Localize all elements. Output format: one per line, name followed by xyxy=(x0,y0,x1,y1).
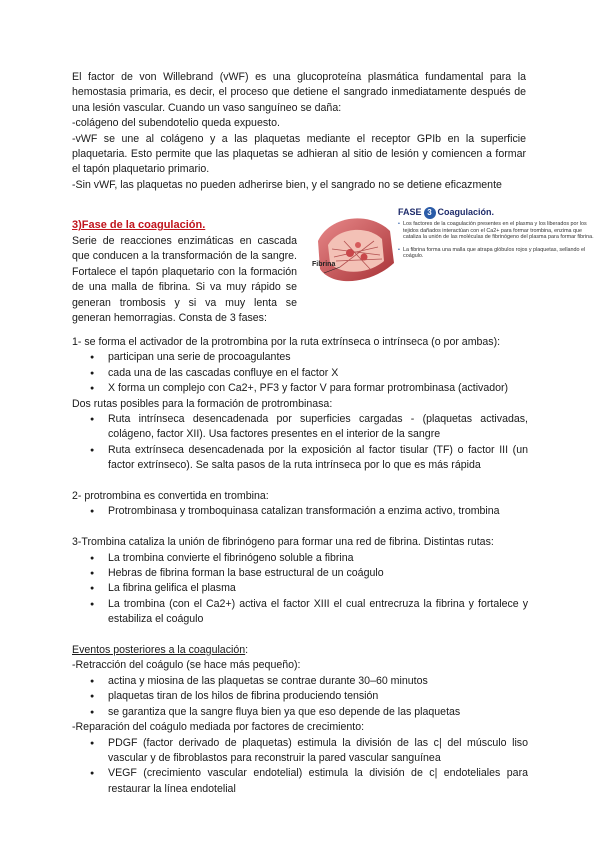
phase-2-list xyxy=(72,504,528,519)
list-item: ● Hebras de fibrina forman la base estructural de un coágulo xyxy=(108,566,528,581)
figure-heading xyxy=(398,207,494,219)
fibrina-label: Fibrina xyxy=(312,261,336,268)
list-item: ● Ruta extrínseca desencadenada por la exposición al factor tisular (TF) o factor III (un factor extrínseco). Se salta pasos de la ruta intrínseca por lo que es más rápida xyxy=(108,443,528,474)
coagulation-figure xyxy=(310,203,600,303)
repair-intro: -Reparación del coágulo mediada por factores de crecimiento: xyxy=(72,721,365,734)
list-item: ● cada una de las cascadas confluye en el factor X xyxy=(108,366,528,381)
phase-number-badge: 3 xyxy=(424,207,436,219)
list-item: ● La fibrina gelifica el plasma xyxy=(108,581,528,596)
intro-paragraph: El factor de von Willebrand (vWF) es una glucoproteína plasmática fundamental para la hemostasia primaria, es decir, el proceso que detiene el sangrado inmediatamente después de una lesión vascular. Cuando un vaso sanguíneo se daña: xyxy=(72,71,526,114)
list-item: ● actina y miosina de las plaquetas se contrae durante 30–60 minutos xyxy=(108,674,528,689)
list-item: ● PDGF (factor derivado de plaquetas) estimula la división de las c| del músculo liso vascular y de fibroblastos para reconstruir la pared vascular sanguínea xyxy=(108,736,528,767)
phase-3-intro: 3-Trombina cataliza la unión de fibrinógeno para formar una red de fibrina. Distintas rutas: xyxy=(72,536,494,549)
phase-1-list xyxy=(72,350,528,396)
intro-line-collagen: -colágeno del subendotelio queda expuesto. xyxy=(72,117,280,130)
list-item: ● plaquetas tiran de los hilos de fibrina produciendo tensión xyxy=(108,689,528,704)
phase-word: FASE xyxy=(398,207,422,217)
post-events-title: Eventos posteriores a la coagulación: xyxy=(72,644,249,657)
phase-1-intro: 1- se forma el activador de la protrombina por la ruta extrínseca o intrínseca (o por ambas): xyxy=(72,336,501,348)
red-cell xyxy=(346,249,354,257)
figure-bullet: • Los factores de la coagulación presentes en el plasma y los liberados por los tejidos dañados interactúan con el Ca2+ para formar trombina, enzima que cataliza la unión de las moléculas de fibrinógeno del plasma para formar fibrina. xyxy=(398,221,598,241)
intro-line-without-vwf: -Sin vWF, las plaquetas no pueden adherirse bien, y el sangrado no se detiene eficazmente xyxy=(72,178,502,191)
intro-section xyxy=(72,70,526,193)
red-cell xyxy=(355,242,361,248)
list-item: ● Protrombinasa y tromboquinasa catalizan transformación a enzima activo, trombina xyxy=(108,504,528,519)
blood-vessel-illustration xyxy=(310,211,396,289)
list-item: ● se garantiza que la sangre fluya bien ya que eso depende de las plaquetas xyxy=(108,705,528,720)
vessel-lumen xyxy=(328,230,384,272)
list-item: ● La trombina (con el Ca2+) activa el factor XIII el cual entrecruza la fibrina y fortalece y estabiliza el coágulo xyxy=(108,597,528,628)
list-item: ● Ruta intrínseca desencadenada por superficies cargadas - (plaquetas activadas, colágeno, factor XII). Usa factores presentes en el interior de la sangre xyxy=(108,412,528,443)
repair-list xyxy=(72,736,528,798)
phase-3-list xyxy=(72,551,528,628)
retraction-intro: -Retracción del coágulo (se hace más pequeño): xyxy=(72,659,301,672)
list-item: ● participan una serie de procoagulantes xyxy=(108,350,528,365)
list-item: ● La trombina convierte el fibrinógeno soluble a fibrina xyxy=(108,551,528,566)
retraction-list xyxy=(72,674,528,720)
list-item: ● X forma un complejo con Ca2+, PF3 y factor V para formar protrombinasa (activador) xyxy=(108,381,528,396)
section-3-title: 3)Fase de la coagulación. xyxy=(72,219,206,231)
routes-intro: Dos rutas posibles para la formación de protrombinasa: xyxy=(72,397,333,410)
figure-bullet: • La fibrina forma una malla que atrapa glóbulos rojos y plaquetas, sellando el coágulo. xyxy=(398,247,598,260)
list-item: ● VEGF (crecimiento vascular endotelial) estimula la división de c| endoteliales para restaurar la línea endotelial xyxy=(108,766,528,797)
red-cell xyxy=(361,254,368,261)
figure-bullets xyxy=(398,221,598,266)
phase-2-intro: 2- protrombina es convertida en trombina: xyxy=(72,490,269,503)
intro-line-vwf: -vWF se une al colágeno y a las plaquetas mediante el receptor GPIb en la superficie plaquetaria. Esto permite que las plaquetas se adhieran al sitio de lesión y comiencen a formar el tapón plaquetario primario. xyxy=(72,132,526,176)
section-3-text: Serie de reacciones enzimáticas en cascada que conducen a la transformación de la sangre. Fortalece el tapón plaquetario con la formación de una malla de fibrina. Si va muy rápido se generan trombosis y si va muy lenta se generan hemorragias. Consta de 3 fases: xyxy=(72,235,297,325)
phases-section xyxy=(72,335,528,797)
phase-heading: Coagulación. xyxy=(437,207,495,217)
routes-list xyxy=(72,412,528,474)
